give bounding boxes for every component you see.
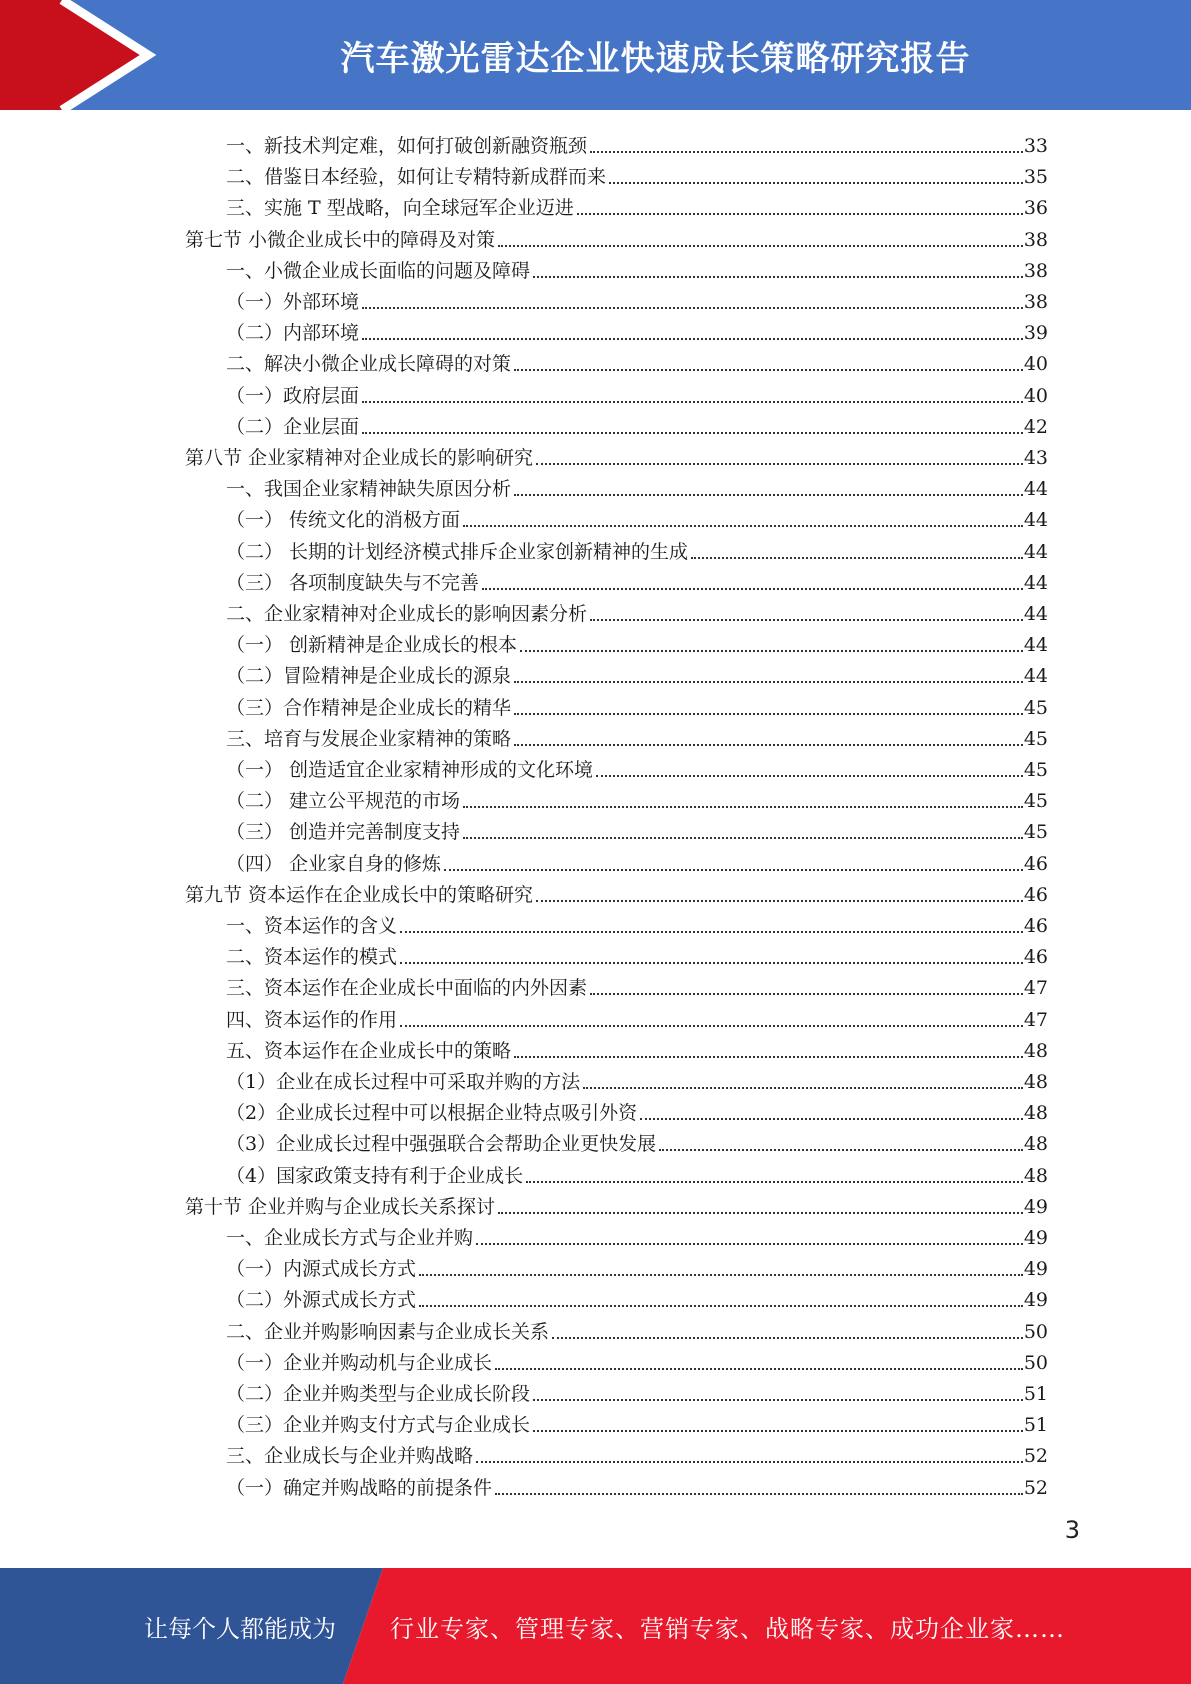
toc-entry-title: （一）政府层面 [226, 384, 360, 407]
toc-entry[interactable] [185, 440, 1048, 471]
toc-entry-page: 43 [1023, 447, 1048, 469]
toc-entry[interactable] [226, 627, 1048, 658]
toc-dot-leader [498, 245, 1023, 247]
toc-entry-page: 48 [1023, 1102, 1048, 1125]
toc-entry[interactable] [226, 190, 1048, 221]
toc-entry-title: 三、培育与发展企业家精神的策略 [226, 727, 512, 750]
toc-entry[interactable] [226, 1002, 1048, 1033]
toc-dot-leader [536, 900, 1023, 902]
toc-entry-title: 第七节 小微企业成长中的障碍及对策 [185, 228, 496, 251]
toc-entry-title: 第十节 企业并购与企业成长关系探讨 [185, 1195, 496, 1218]
toc-entry-page: 48 [1023, 1039, 1048, 1062]
footer-slogan-right: 行业专家、管理专家、营销专家、战略专家、成功企业家…… [390, 1614, 1065, 1643]
toc-entry-title: 二、企业并购影响因素与企业成长关系 [226, 1320, 550, 1343]
toc-dot-leader [495, 1493, 1023, 1495]
toc-entry-page: 44 [1023, 571, 1048, 594]
toc-entry-title: 四、资本运作的作用 [226, 1008, 398, 1031]
toc-entry-page: 46 [1023, 883, 1048, 906]
toc-dot-leader [400, 931, 1023, 933]
toc-entry[interactable] [226, 690, 1048, 721]
toc-entry-title: （三）企业并购支付方式与企业成长 [226, 1414, 531, 1437]
toc-entry-page: 44 [1023, 509, 1048, 532]
toc-dot-leader [514, 713, 1023, 715]
toc-dot-leader [495, 1368, 1023, 1370]
toc-entry[interactable] [226, 471, 1048, 502]
toc-entry-page: 42 [1023, 415, 1048, 438]
toc-entry-page: 38 [1023, 228, 1048, 251]
report-title: 汽车激光雷达企业快速成长策略研究报告 [340, 38, 971, 79]
page-number: 3 [1064, 1516, 1080, 1544]
toc-entry-page: 44 [1023, 478, 1048, 501]
toc-dot-leader [463, 806, 1023, 808]
toc-entry-page: 46 [1023, 946, 1048, 969]
toc-entry-page: 47 [1023, 977, 1048, 1000]
toc-entry-title: 一、新技术判定难，如何打破创新融资瓶颈 [226, 135, 588, 157]
toc-entry[interactable] [226, 1033, 1048, 1064]
toc-entry[interactable] [226, 1470, 1048, 1501]
toc-entry-title: 一、我国企业家精神缺失原因分析 [226, 478, 512, 501]
toc-entry-page: 48 [1023, 1133, 1048, 1156]
toc-dot-leader [536, 463, 1023, 465]
toc-entry[interactable] [226, 1064, 1048, 1095]
footer-band [0, 1568, 1191, 1684]
toc-entry-title: （4）国家政策支持有利于企业成长 [226, 1164, 524, 1187]
toc-entry[interactable] [226, 970, 1048, 1001]
toc-entry[interactable] [226, 159, 1048, 190]
toc-dot-leader [476, 1243, 1023, 1245]
toc-dot-leader [463, 837, 1023, 839]
toc-entry-page: 44 [1023, 603, 1048, 625]
toc-entry[interactable] [226, 409, 1048, 440]
toc-entry-page: 45 [1023, 759, 1048, 781]
toc-entry-page: 33 [1023, 135, 1048, 157]
toc-entry-title: （二） 建立公平规范的市场 [226, 790, 461, 813]
toc-entry-page: 52 [1023, 1476, 1048, 1499]
toc-entry-title: （2）企业成长过程中可以根据企业特点吸引外资 [226, 1102, 638, 1125]
toc-entry[interactable] [226, 1158, 1048, 1189]
toc-entry[interactable] [226, 1126, 1048, 1157]
toc-dot-leader [463, 525, 1023, 527]
toc-entry-page: 50 [1023, 1351, 1048, 1374]
toc-entry-page: 48 [1023, 1071, 1048, 1093]
toc-entry-title: （一） 传统文化的消极方面 [226, 509, 461, 532]
toc-entry-title: 二、企业家精神对企业成长的影响因素分析 [226, 603, 588, 625]
toc-entry[interactable] [226, 814, 1048, 845]
toc-entry[interactable] [226, 565, 1048, 596]
toc-entry[interactable] [226, 502, 1048, 533]
toc-entry-page: 49 [1023, 1289, 1048, 1312]
toc-entry[interactable] [226, 1438, 1048, 1469]
toc-entry-title: （一） 创新精神是企业成长的根本 [226, 634, 518, 657]
toc-entry-title: （二）企业并购类型与企业成长阶段 [226, 1383, 531, 1405]
toc-entry-page: 35 [1023, 166, 1048, 189]
toc-entry-page: 50 [1023, 1320, 1048, 1343]
toc-dot-leader [514, 1056, 1023, 1058]
toc-dot-leader [476, 1461, 1023, 1463]
toc-entry-page: 49 [1023, 1227, 1048, 1249]
toc-entry-title: （二）企业层面 [226, 415, 360, 438]
toc-entry-page: 46 [1023, 915, 1048, 937]
toc-entry[interactable] [185, 1189, 1048, 1220]
toc-dot-leader [400, 1025, 1023, 1027]
toc-dot-leader [526, 1181, 1023, 1183]
toc-entry-page: 48 [1023, 1164, 1048, 1187]
toc-entry[interactable] [226, 1407, 1048, 1438]
toc-dot-leader [514, 744, 1023, 746]
toc-entry-title: 第八节 企业家精神对企业成长的影响研究 [185, 447, 534, 469]
toc-entry-title: （三） 各项制度缺失与不完善 [226, 571, 480, 594]
toc-dot-leader [691, 557, 1023, 559]
toc-dot-leader [498, 1212, 1023, 1214]
toc-dot-leader [419, 1274, 1023, 1276]
toc-dot-leader [514, 681, 1023, 683]
report-header [0, 0, 1191, 110]
toc-entry-title: （一）企业并购动机与企业成长 [226, 1351, 493, 1374]
toc-dot-leader [362, 401, 1023, 403]
toc-entry[interactable] [226, 1376, 1048, 1407]
toc-entry[interactable] [226, 378, 1048, 409]
toc-entry[interactable] [226, 939, 1048, 970]
toc-entry[interactable] [226, 1095, 1048, 1126]
toc-entry-page: 40 [1023, 384, 1048, 407]
toc-entry[interactable] [226, 1345, 1048, 1376]
toc-dot-leader [514, 494, 1023, 496]
toc-dot-leader [400, 962, 1023, 964]
toc-entry-title: 三、资本运作在企业成长中面临的内外因素 [226, 977, 588, 1000]
toc-entry-page: 36 [1023, 197, 1048, 220]
toc-entry-page: 44 [1023, 665, 1048, 688]
toc-entry-title: 三、企业成长与企业并购战略 [226, 1445, 474, 1468]
toc-entry-title: （二）内部环境 [226, 322, 360, 345]
toc-entry-title: （二）外源式成长方式 [226, 1289, 417, 1312]
toc-dot-leader [590, 619, 1023, 621]
toc-entry-title: （三） 创造并完善制度支持 [226, 821, 461, 844]
toc-entry[interactable] [226, 1251, 1048, 1282]
toc-entry-title: （二） 长期的计划经济模式排斥企业家创新精神的生成 [226, 540, 689, 563]
toc-dot-leader [514, 369, 1023, 371]
toc-entry-page: 46 [1023, 852, 1048, 875]
toc-entry[interactable] [226, 908, 1048, 939]
toc-entry-page: 52 [1023, 1445, 1048, 1468]
toc-entry-page: 45 [1023, 696, 1048, 719]
toc-dot-leader [419, 1305, 1023, 1307]
toc-entry-title: 一、企业成长方式与企业并购 [226, 1227, 474, 1249]
toc-entry[interactable] [226, 534, 1048, 565]
toc-dot-leader [659, 1149, 1023, 1151]
toc-dot-leader [552, 1337, 1023, 1339]
toc-dot-leader [640, 1118, 1023, 1120]
toc-entry[interactable] [185, 222, 1048, 253]
toc-dot-leader [362, 307, 1023, 309]
toc-entry[interactable] [226, 315, 1048, 346]
toc-entry[interactable] [226, 1220, 1048, 1251]
toc-entry-title: 二、解决小微企业成长障碍的对策 [226, 353, 512, 376]
toc-dot-leader [609, 182, 1023, 184]
toc-entry-page: 44 [1023, 634, 1048, 657]
toc-entry-page: 51 [1023, 1414, 1048, 1437]
toc-entry[interactable] [226, 284, 1048, 315]
toc-entry-title: （一）外部环境 [226, 291, 360, 313]
toc-entry-page: 45 [1023, 727, 1048, 750]
toc-dot-leader [577, 213, 1023, 215]
toc-entry[interactable] [226, 253, 1048, 284]
toc-entry-page: 40 [1023, 353, 1048, 376]
toc-dot-leader [362, 432, 1023, 434]
toc-dot-leader [533, 1430, 1023, 1432]
toc-entry[interactable] [226, 1282, 1048, 1313]
toc-entry[interactable] [226, 1314, 1048, 1345]
toc-entry[interactable] [226, 721, 1048, 752]
toc-entry-title: （四） 企业家自身的修炼 [226, 852, 442, 875]
toc-entry-title: 一、资本运作的含义 [226, 915, 398, 937]
toc-dot-leader [590, 151, 1023, 153]
toc-entry-page: 49 [1023, 1258, 1048, 1281]
toc-entry-page: 45 [1023, 821, 1048, 844]
toc-entry-title: （一） 创造适宜企业家精神形成的文化环境 [226, 759, 594, 781]
toc-entry-page: 49 [1023, 1195, 1048, 1218]
toc-entry-page: 39 [1023, 322, 1048, 345]
toc-entry[interactable] [226, 346, 1048, 377]
toc-entry-page: 38 [1023, 291, 1048, 313]
toc-entry-page: 47 [1023, 1008, 1048, 1031]
toc-entry-title: 第九节 资本运作在企业成长中的策略研究 [185, 883, 534, 906]
toc-entry-title: （1）企业在成长过程中可采取并购的方法 [226, 1071, 581, 1093]
toc-dot-leader [520, 650, 1023, 652]
toc-entry-title: （一）确定并购战略的前提条件 [226, 1476, 493, 1499]
toc-entry-title: 三、实施 T 型战略，向全球冠军企业迈进 [226, 197, 574, 220]
toc-entry-title: 二、借鉴日本经验，如何让专精特新成群而来 [226, 166, 607, 189]
toc-dot-leader [482, 588, 1023, 590]
toc-entry-page: 38 [1023, 259, 1048, 282]
toc-dot-leader [590, 993, 1023, 995]
toc-entry-title: （3）企业成长过程中强强联合会帮助企业更快发展 [226, 1133, 657, 1156]
toc-dot-leader [444, 869, 1023, 871]
toc-dot-leader [596, 775, 1023, 777]
toc-dot-leader [533, 276, 1023, 278]
toc-entry-title: 五、资本运作在企业成长中的策略 [226, 1039, 512, 1062]
toc-dot-leader [533, 1399, 1023, 1401]
footer-slogan-left: 让每个人都能成为 [144, 1614, 336, 1643]
toc-entry-title: 一、小微企业成长面临的问题及障碍 [226, 259, 531, 282]
toc-entry[interactable] [226, 596, 1048, 627]
toc-entry-page: 45 [1023, 790, 1048, 813]
toc-entry-title: （二）冒险精神是企业成长的源泉 [226, 665, 512, 688]
toc-entry[interactable] [226, 128, 1048, 159]
toc-entry-page: 51 [1023, 1383, 1048, 1405]
toc-dot-leader [583, 1087, 1023, 1089]
toc-entry-title: （一）内源式成长方式 [226, 1258, 417, 1281]
toc-entry[interactable] [226, 846, 1048, 877]
toc-entry[interactable] [226, 658, 1048, 689]
toc-entry-title: 二、资本运作的模式 [226, 946, 398, 969]
toc-entry-title: （三）合作精神是企业成长的精华 [226, 696, 512, 719]
toc-entry[interactable] [226, 752, 1048, 783]
toc-dot-leader [362, 338, 1023, 340]
toc-entry[interactable] [226, 783, 1048, 814]
toc-entry-page: 44 [1023, 540, 1048, 563]
toc-entry[interactable] [185, 877, 1048, 908]
